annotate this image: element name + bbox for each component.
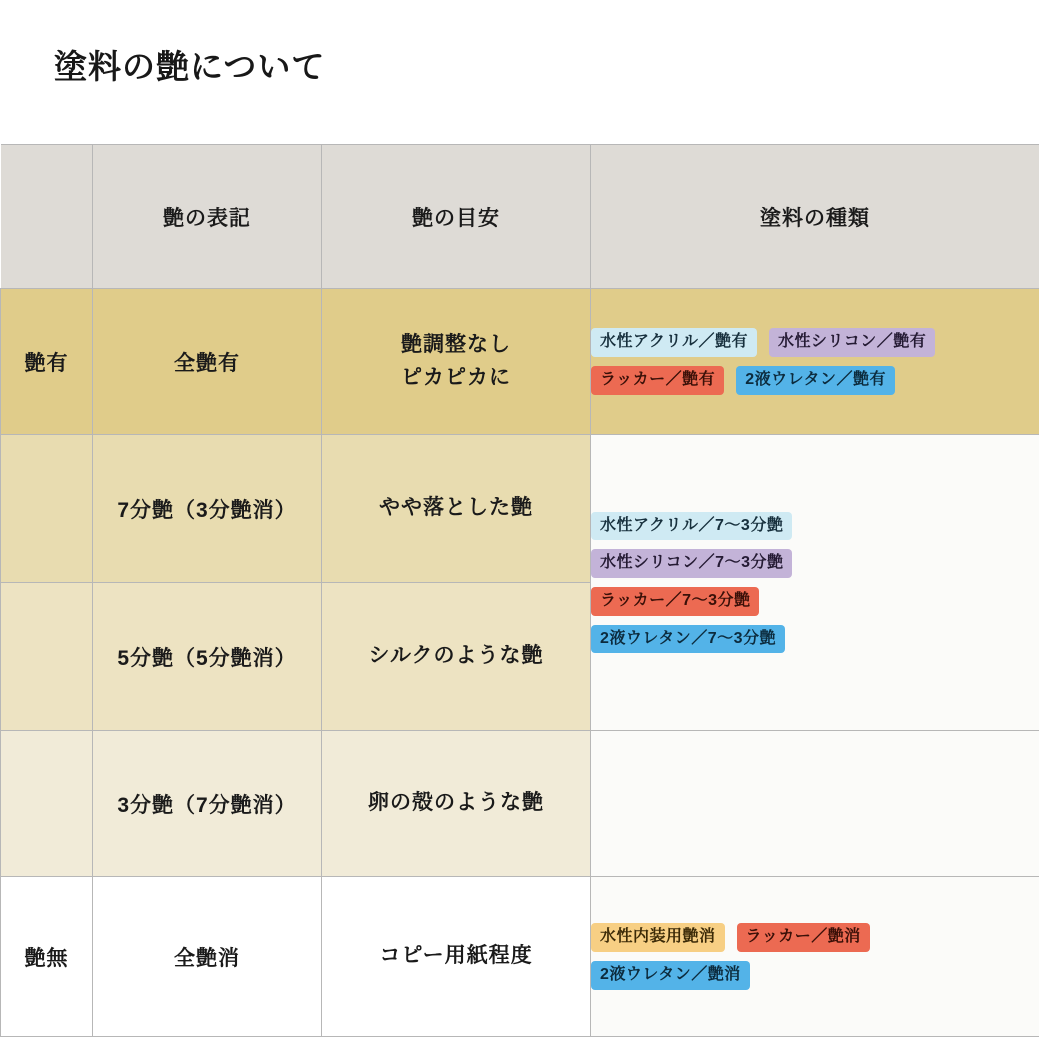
row-group-label xyxy=(1,731,93,877)
row-group-label: 艶有 xyxy=(1,289,93,435)
paint-tag: 水性シリコン／7〜3分艶 xyxy=(591,549,792,578)
page-title: 塗料の艶について xyxy=(54,48,326,85)
row-name: 5分艶（5分艶消） xyxy=(93,583,322,731)
paint-tag: 水性アクリル／艶有 xyxy=(591,328,757,357)
table-row xyxy=(1,877,1039,1037)
row-name: 3分艶（7分艶消） xyxy=(93,731,322,877)
tag-list xyxy=(591,923,1039,989)
tag-list xyxy=(591,328,1039,394)
table-row xyxy=(1,435,1039,583)
column-header-guide: 艶の目安 xyxy=(322,145,591,289)
row-guide: やや落とした艶 xyxy=(322,435,591,583)
table-header-row xyxy=(1,145,1039,289)
table-body xyxy=(1,289,1039,1037)
row-guide xyxy=(322,289,591,435)
row-types xyxy=(591,731,1039,877)
row-guide: 卵の殻のような艶 xyxy=(322,731,591,877)
column-header-types: 塗料の種類 xyxy=(591,145,1039,289)
row-guide-line1: 艶調整なし xyxy=(401,332,511,356)
row-guide: コピー用紙程度 xyxy=(322,877,591,1037)
paint-tag: 水性内装用艶消 xyxy=(591,923,725,952)
row-name: 全艶有 xyxy=(93,289,322,435)
paint-tag: 2液ウレタン／7〜3分艶 xyxy=(591,625,785,654)
column-header-blank xyxy=(1,145,93,289)
gloss-table xyxy=(0,144,1039,1037)
row-types xyxy=(591,435,1039,731)
paint-tag: 水性アクリル／7〜3分艶 xyxy=(591,512,792,541)
table-row xyxy=(1,731,1039,877)
column-header-notation: 艶の表記 xyxy=(93,145,322,289)
tag-list xyxy=(591,512,1039,653)
row-name: 全艶消 xyxy=(93,877,322,1037)
row-types xyxy=(591,289,1039,435)
paint-tag: ラッカー／7〜3分艶 xyxy=(591,587,759,616)
paint-tag: ラッカー／艶消 xyxy=(737,923,870,952)
paint-tag: ラッカー／艶有 xyxy=(591,366,724,395)
paint-tag: 2液ウレタン／艶有 xyxy=(736,366,895,395)
row-name: 7分艶（3分艶消） xyxy=(93,435,322,583)
row-types xyxy=(591,877,1039,1037)
row-guide-line2: ピカピカに xyxy=(401,365,511,389)
row-group-label xyxy=(1,583,93,731)
row-group-label xyxy=(1,435,93,583)
paint-tag: 2液ウレタン／艶消 xyxy=(591,961,750,990)
paint-tag: 水性シリコン／艶有 xyxy=(769,328,935,357)
table-row xyxy=(1,289,1039,435)
row-guide: シルクのような艶 xyxy=(322,583,591,731)
table-header xyxy=(1,145,1039,289)
row-group-label: 艶無 xyxy=(1,877,93,1037)
